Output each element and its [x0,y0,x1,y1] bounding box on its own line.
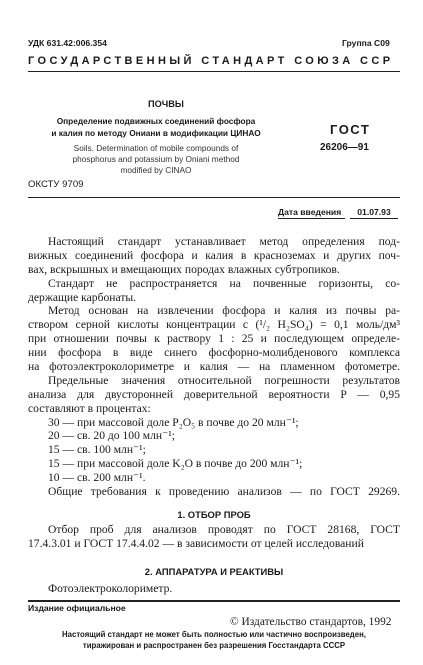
footer-divider [28,600,400,602]
oksu-code: ОКСТУ 9709 [28,179,84,190]
section-line: Фотоэлектроколориметр. [48,582,173,595]
gost-label: ГОСТ [330,122,371,137]
standard-banner: ГОСУДАРСТВЕННЫЙ СТАНДАРТ СОЮЗА ССР [28,55,394,67]
body-line: Общие требования к проведению анализов — по ГОСТ 29269. [48,485,400,499]
section-2-text [28,582,400,596]
body-line: на фотоэлектроколориметре и калия — на пламенном фотометре. [28,360,400,374]
section-line: Отбор проб для анализов проводят по ГОСТ 28168, ГОСТ [48,523,400,536]
official-edition-label: Издание официальное [28,603,126,613]
gost-number: 26206—91 [320,142,369,153]
subject-title: ПОЧВЫ [148,99,184,109]
body-line: Метод основан на извлечении фосфора и калия из почвы ра- [48,304,400,318]
title-english: Soils. Determination of mobile compounds of phosphorus and potassium by Oniani method modified by CINAO [72,143,240,176]
section-1-text [28,523,400,551]
effective-date-label: Дата введения [278,207,342,217]
body-line: составляют в процентах: [28,401,151,415]
effective-date-value: 01.07.93 [350,207,398,219]
body-line: Предельные значения относительной погрешности результатов [48,373,400,387]
body-line: 30 — при массовой доле P₂O₅ в почве до 20 млн⁻¹; [48,415,299,429]
udc-code: УДК 631.42:006.354 [28,38,107,48]
body-line: Настоящий стандарт устанавливает метод определения под- [48,235,400,248]
body-line: вижных соединений фосфора и калия в красноземах и других поч- [28,248,400,262]
body-line: нии фосфора в виде синего фосфорно-молибденового комплекса [28,346,400,360]
body-line: при отношении почвы к раствору 1 : 25 и последующем определе- [28,332,400,346]
body-line: 15 — св. 100 млн⁻¹; [48,443,146,457]
group-code: Группа С09 [342,38,390,48]
section-line: 17.4.3.01 и ГОСТ 17.4.4.02 — в зависимости от целей исследований [28,536,364,550]
body-line: 20 — св. 20 до 100 млн⁻¹; [48,429,175,443]
copyright-notice: © Издательство стандартов, 1992 [230,616,392,628]
body-line: вах, вскрышных и вмещающих породах влажных субтропиков. [28,262,340,276]
title-divider [28,197,400,198]
title-russian: Определение подвижных соединений фосфора и калия по методу Ониани в модификации ЦИНАО [51,116,261,138]
reproduction-notice: Настоящий стандарт не может быть полностью или частично воспроизведен, тиражирован и распространен без разрешения Госстандарта СССР [62,630,366,650]
body-line: Стандарт не распространяется на почвенные горизонты, со- [48,276,400,290]
body-line: анализа для двусторонней доверительной вероятности P — 0,95 [28,387,400,401]
header-divider [28,71,400,72]
section-2-heading: 2. АППАРАТУРА И РЕАКТИВЫ [144,566,284,577]
body-line: 15 — при массовой доле K₂O в почве до 200 млн⁻¹; [48,457,303,471]
body-line: створом серной кислоты концентрации с (¹/₂ H₂SO₄) = 0,1 моль/дм³ [28,318,400,332]
body-text [28,235,400,499]
date-underline [278,218,345,219]
body-line: держащие карбонаты. [28,290,137,304]
body-line: 10 — св. 200 млн⁻¹. [48,471,146,485]
section-1-heading: 1. ОТБОР ПРОБ [177,509,251,520]
